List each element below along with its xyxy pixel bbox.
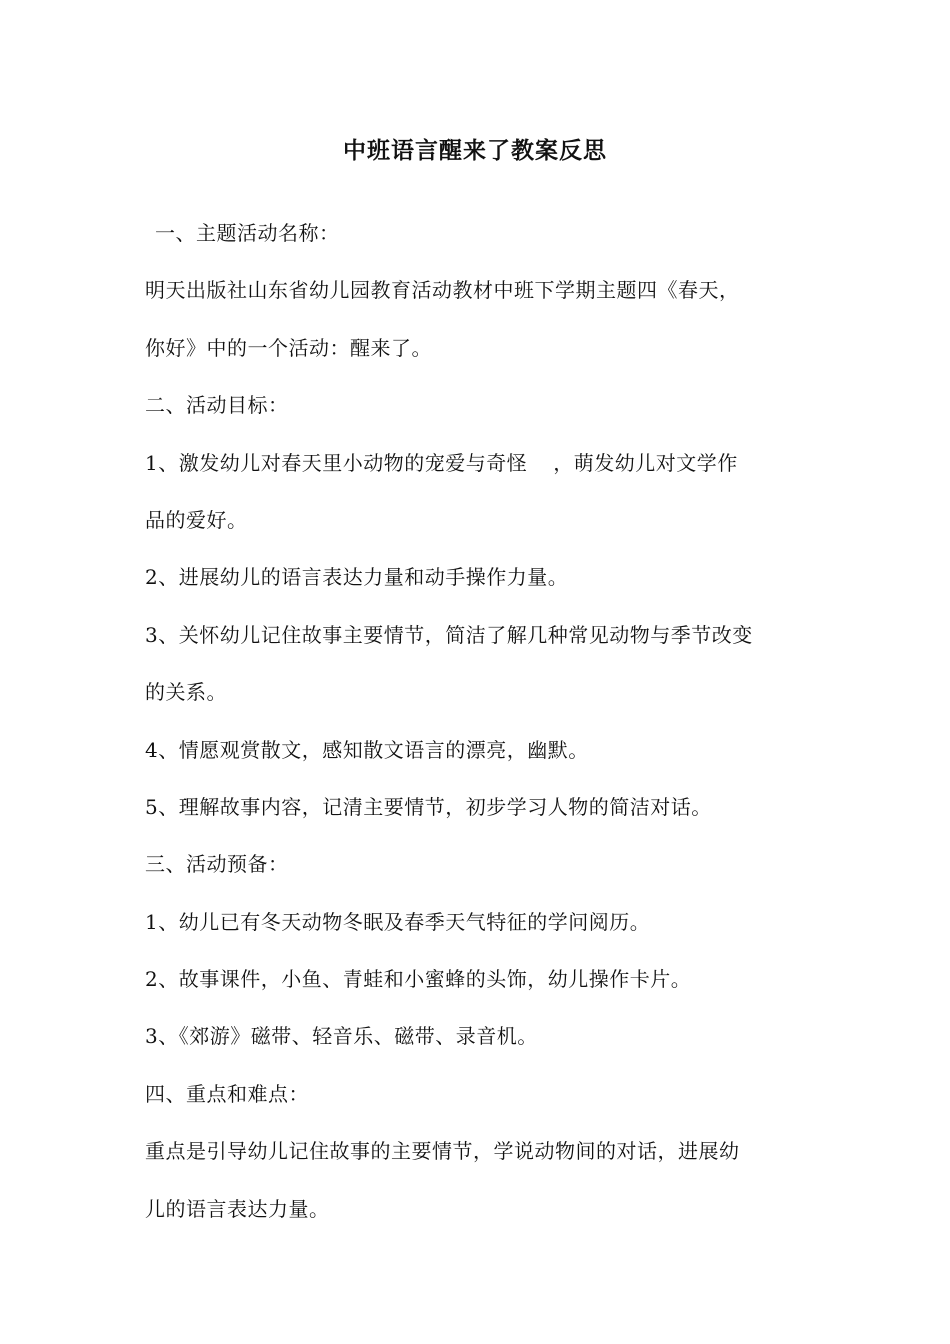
preparation-item-1: 1、幼儿已有冬天动物冬眠及春季天气特征的学问阅历。 <box>145 909 651 934</box>
section-heading-key-points: 四、重点和难点： <box>145 1081 309 1106</box>
goal-item-1 <box>145 435 810 492</box>
goal-item-1-part1: 1、激发幼儿对春天里小动物的宠爱与奇怪 <box>145 450 528 475</box>
goal-item-1-part2: ，萌发幼儿对文学作 <box>553 450 738 475</box>
goal-item-3-continued: 的关系。 <box>145 680 227 705</box>
goal-item-5: 5、理解故事内容，记清主要情节，初步学习人物的简洁对话。 <box>145 794 712 819</box>
section-heading-goals: 二、活动目标： <box>145 393 289 418</box>
goal-item-3: 3、关怀幼儿记住故事主要情节，简洁了解几种常见动物与季节改变 <box>145 622 753 647</box>
preparation-item-2: 2、故事课件，小鱼、青蛙和小蜜蜂的头饰，幼儿操作卡片。 <box>145 967 692 992</box>
section-heading-preparation: 三、活动预备： <box>145 852 289 877</box>
section-heading-topic: 一、主题活动名称： <box>155 221 340 245</box>
paragraph-line: 你好》中的一个活动：醒来了。 <box>145 335 432 360</box>
goal-item-4: 4、情愿观赏散文，感知散文语言的漂亮，幽默。 <box>145 737 589 762</box>
document-body <box>145 205 810 1238</box>
paragraph-line: 儿的语言表达力量。 <box>145 1196 330 1221</box>
preparation-item-3: 3、《郊游》磁带、轻音乐、磁带、录音机。 <box>145 1024 538 1049</box>
goal-item-2: 2、进展幼儿的语言表达力量和动手操作力量。 <box>145 565 569 590</box>
goal-item-1-continued: 品的爱好。 <box>145 507 248 532</box>
paragraph-line: 明天出版社山东省幼儿园教育活动教材中班下学期主题四《春天， <box>145 278 740 303</box>
paragraph-line: 重点是引导幼儿记住故事的主要情节，学说动物间的对话，进展幼 <box>145 1139 740 1164</box>
document-title: 中班语言醒来了教案反思 <box>343 137 607 164</box>
